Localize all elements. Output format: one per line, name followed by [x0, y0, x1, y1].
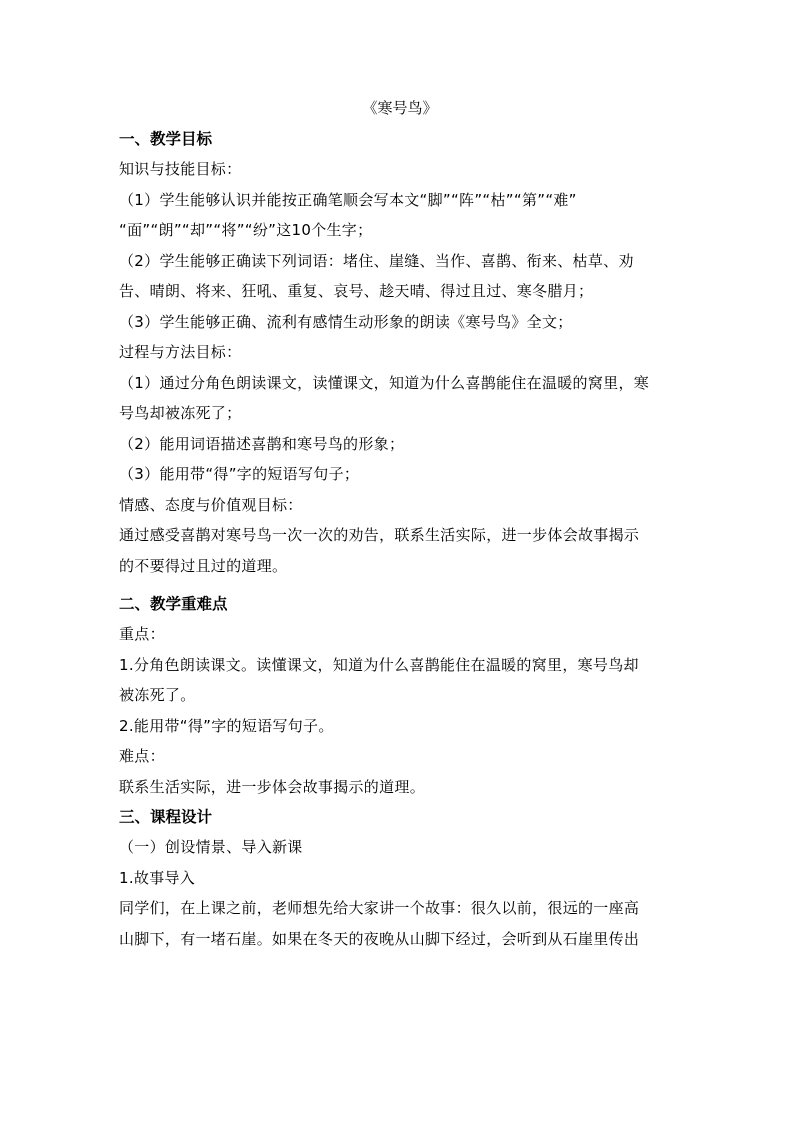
paragraph-line: “面”“朗”“却”“将”“纷”这10个生字； — [119, 221, 373, 239]
paragraph-line: 1.故事导入 — [119, 868, 196, 887]
paragraph-line: 重点： — [119, 625, 165, 643]
paragraph-line: 的不要得过且过的道理。 — [119, 556, 288, 575]
section-heading-teaching-goals: 一、教学目标 — [119, 130, 213, 148]
paragraph-line: 难点： — [119, 747, 165, 765]
document-title: 《寒号鸟》 — [362, 99, 438, 117]
document-body — [119, 94, 679, 954]
paragraph-line: （3）学生能够正确、流利有感情生动形象的朗读《寒号鸟》全文； — [119, 312, 573, 331]
paragraph-line: （3）能用带“得”字的短语写句子； — [119, 465, 360, 483]
paragraph-line: 号鸟却被冻死了； — [119, 404, 242, 422]
paragraph-line: 1.分角色朗读课文。读懂课文，知道为什么喜鹊能住在温暖的窝里，寒号鸟却 — [119, 655, 639, 674]
paragraph-line: 过程与方法目标： — [119, 343, 242, 361]
section-spacer — [119, 581, 679, 589]
section-heading-course-design: 三、课程设计 — [119, 808, 213, 826]
paragraph-line: （2）学生能够正确读下列词语：堵住、崖缝、当作、喜鹊、衔来、枯草、劝 — [119, 251, 634, 270]
paragraph-line: 知识与技能目标： — [119, 160, 242, 178]
paragraph-line: （2）能用词语描述喜鹊和寒号鸟的形象； — [119, 434, 405, 453]
paragraph-line: 山脚下，有一堵石崖。如果在冬天的夜晚从山脚下经过，会听到从石崖里传出 — [119, 929, 640, 948]
paragraph-line: 通过感受喜鹊对寒号鸟一次一次的劝告，联系生活实际，进一步体会故事揭示 — [119, 526, 640, 544]
paragraph-line: 被冻死了。 — [119, 686, 196, 704]
paragraph-line: （一）创设情景、导入新课 — [119, 838, 303, 856]
paragraph-line: 同学们，在上课之前，老师想先给大家讲一个故事：很久以前，很远的一座高 — [119, 899, 640, 917]
section-heading-key-points: 二、教学重难点 — [119, 595, 228, 613]
paragraph-line: 2.能用带“得”字的短语写句子。 — [119, 716, 334, 735]
paragraph-line: 告、晴朗、将来、狂吼、重复、哀号、趁天晴、得过且过、寒冬腊月； — [119, 282, 594, 300]
paragraph-line: 情感、态度与价值观目标： — [119, 495, 303, 514]
paragraph-line: （1）通过分角色朗读课文，读懂课文，知道为什么喜鹊能住在温暖的窝里，寒 — [119, 373, 650, 392]
paragraph-line: 联系生活实际，进一步体会故事揭示的道理。 — [119, 777, 426, 796]
paragraph-line: （1）学生能够认识并能按正确笔顺会写本文“脚”“阵”“枯”“第”“难” — [119, 190, 577, 209]
